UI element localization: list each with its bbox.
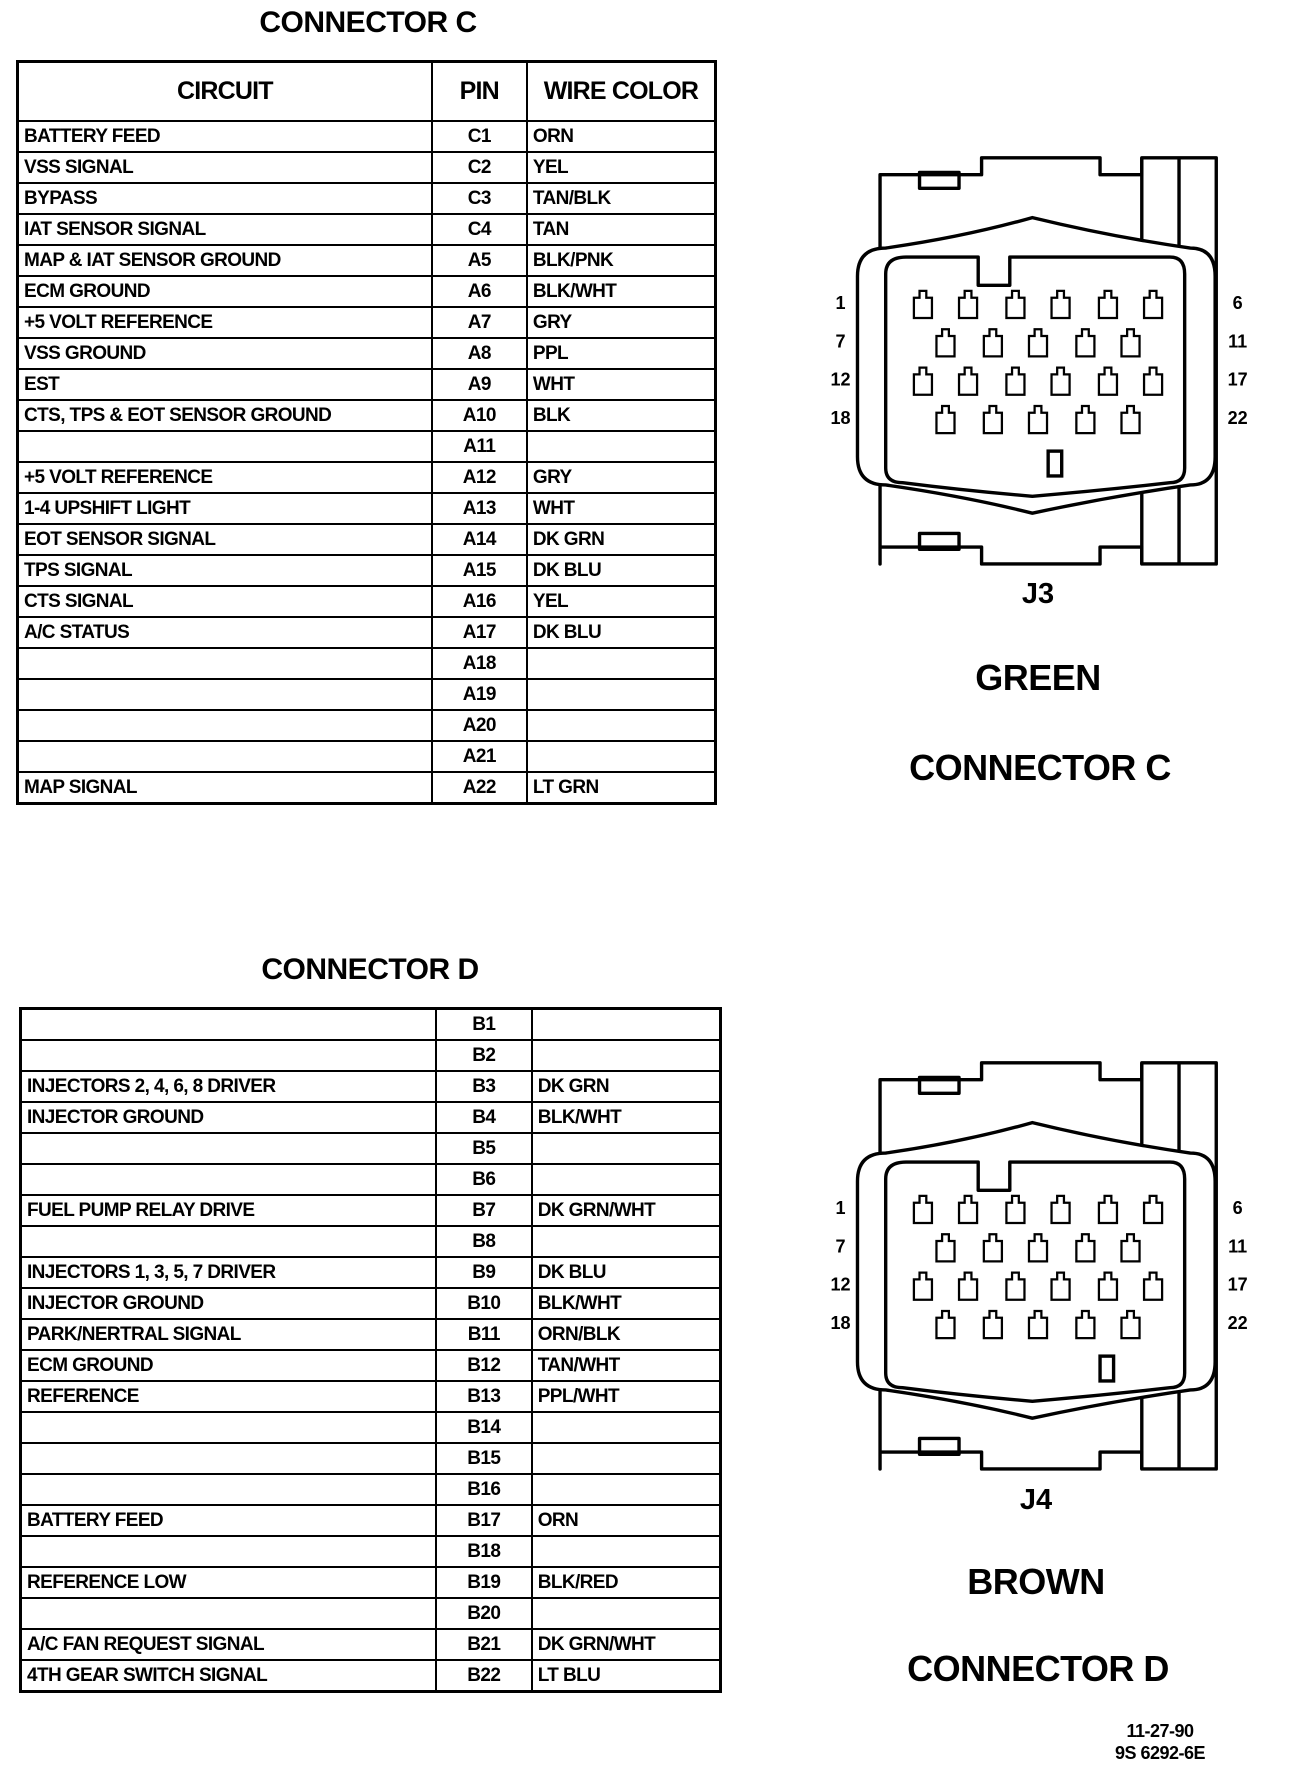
header-circuit: CIRCUIT (18, 62, 432, 122)
pin-number-label: 1 (835, 292, 846, 313)
pin-number-label: 18 (830, 408, 851, 429)
wire-color-cell: YEL (527, 152, 716, 183)
table-row (21, 1474, 721, 1505)
pin-cell: B20 (436, 1598, 532, 1629)
wire-color-cell (532, 1164, 721, 1195)
connector-d-name: CONNECTOR D (907, 1648, 1169, 1689)
table-row (18, 741, 716, 772)
connector-c-name: CONNECTOR C (909, 747, 1171, 788)
circuit-cell (21, 1536, 436, 1567)
table-row (21, 1009, 721, 1041)
connector-d-id: J4 (1019, 1484, 1053, 1516)
table-row (21, 1102, 721, 1133)
connector-shroud (857, 1123, 1215, 1419)
pin-cell: A7 (432, 307, 527, 338)
pin-cell: C1 (432, 121, 527, 152)
table-row (21, 1164, 721, 1195)
pin-cell: A16 (432, 586, 527, 617)
table-row (18, 338, 716, 369)
pin-number-label: 7 (835, 331, 846, 352)
circuit-cell: PARK/NERTRAL SIGNAL (21, 1319, 436, 1350)
circuit-cell: EOT SENSOR SIGNAL (18, 524, 432, 555)
header-pin: PIN (432, 62, 527, 122)
circuit-cell (21, 1133, 436, 1164)
circuit-cell: REFERENCE LOW (21, 1567, 436, 1598)
connector-c-table (16, 60, 717, 805)
circuit-cell: MAP & IAT SENSOR GROUND (18, 245, 432, 276)
wire-color-cell: GRY (527, 462, 716, 493)
wire-color-cell: WHT (527, 369, 716, 400)
table-row (18, 462, 716, 493)
table-row (18, 648, 716, 679)
circuit-cell: ECM GROUND (18, 276, 432, 307)
pin-cell: C4 (432, 214, 527, 245)
table-row (21, 1040, 721, 1071)
wire-color-cell: DK GRN (527, 524, 716, 555)
circuit-cell: EST (18, 369, 432, 400)
wire-color-cell: DK BLU (527, 555, 716, 586)
table-row (18, 710, 716, 741)
wire-color-cell: DK GRN (532, 1071, 721, 1102)
wire-color-cell: DK GRN/WHT (532, 1629, 721, 1660)
pin-cell: A10 (432, 400, 527, 431)
pin-cell: B14 (436, 1412, 532, 1443)
connector-c-diagram (818, 152, 1258, 572)
wire-color-cell: DK BLU (527, 617, 716, 648)
pin-cell: A13 (432, 493, 527, 524)
table-row (18, 152, 716, 183)
wire-color-cell: DK BLU (532, 1257, 721, 1288)
pin-cell: A20 (432, 710, 527, 741)
pin-cell: B21 (436, 1629, 532, 1660)
circuit-cell (21, 1412, 436, 1443)
circuit-cell: +5 VOLT REFERENCE (18, 307, 432, 338)
table-row (21, 1319, 721, 1350)
circuit-cell (21, 1164, 436, 1195)
table-row (18, 307, 716, 338)
wire-color-cell (532, 1443, 721, 1474)
wire-color-cell: TAN (527, 214, 716, 245)
table-row (18, 121, 716, 152)
bottom-key (1048, 451, 1062, 476)
circuit-cell: VSS SIGNAL (18, 152, 432, 183)
pin-number-label: 6 (1232, 292, 1243, 313)
table-row (18, 276, 716, 307)
circuit-cell: INJECTOR GROUND (21, 1288, 436, 1319)
bottom-key (1100, 1356, 1114, 1381)
table-row (21, 1443, 721, 1474)
wire-color-cell: WHT (527, 493, 716, 524)
circuit-cell: VSS GROUND (18, 338, 432, 369)
wire-color-cell: ORN (527, 121, 716, 152)
table-row (21, 1195, 721, 1226)
wire-color-cell: BLK/RED (532, 1567, 721, 1598)
table-row (18, 493, 716, 524)
wire-color-cell: BLK/PNK (527, 245, 716, 276)
circuit-cell (18, 710, 432, 741)
pin-cell: A21 (432, 741, 527, 772)
circuit-cell (18, 679, 432, 710)
table-row (21, 1660, 721, 1692)
wire-color-cell: ORN/BLK (532, 1319, 721, 1350)
pin-cell: A8 (432, 338, 527, 369)
table-row (18, 214, 716, 245)
wire-color-cell: BLK/WHT (532, 1288, 721, 1319)
table-row (21, 1598, 721, 1629)
circuit-cell (21, 1040, 436, 1071)
connector-c-title: CONNECTOR C (259, 6, 477, 39)
table-row (21, 1412, 721, 1443)
pin-cell: A19 (432, 679, 527, 710)
table-row (21, 1257, 721, 1288)
pin-number-label: 7 (835, 1236, 846, 1257)
pin-cell: B6 (436, 1164, 532, 1195)
pin-number-label: 18 (830, 1313, 851, 1334)
wire-color-cell (527, 679, 716, 710)
pin-cell: B17 (436, 1505, 532, 1536)
pin-cell: B10 (436, 1288, 532, 1319)
circuit-cell (18, 648, 432, 679)
circuit-cell (18, 741, 432, 772)
circuit-cell: BYPASS (18, 183, 432, 214)
circuit-cell (21, 1598, 436, 1629)
pin-cell: A9 (432, 369, 527, 400)
circuit-cell: TPS SIGNAL (18, 555, 432, 586)
pin-cell: B4 (436, 1102, 532, 1133)
pin-number-label: 12 (830, 1274, 851, 1295)
wire-color-cell: LT GRN (527, 772, 716, 804)
table-row (21, 1350, 721, 1381)
table-row (21, 1567, 721, 1598)
wire-color-cell (532, 1133, 721, 1164)
pin-number-label: 22 (1227, 408, 1248, 429)
connector-c-id: J3 (1021, 578, 1055, 610)
pin-number-label: 6 (1232, 1197, 1243, 1218)
table-row (18, 183, 716, 214)
connector-d-table (19, 1007, 722, 1693)
table-row (18, 400, 716, 431)
wire-color-cell (532, 1009, 721, 1041)
circuit-cell (21, 1226, 436, 1257)
circuit-cell: MAP SIGNAL (18, 772, 432, 804)
table-row (18, 679, 716, 710)
pin-number-label: 17 (1227, 1274, 1248, 1295)
table-row (18, 617, 716, 648)
pin-cell: B2 (436, 1040, 532, 1071)
table-row (21, 1071, 721, 1102)
table-row (21, 1505, 721, 1536)
circuit-cell: FUEL PUMP RELAY DRIVE (21, 1195, 436, 1226)
pin-cell: B18 (436, 1536, 532, 1567)
circuit-cell: ECM GROUND (21, 1350, 436, 1381)
connector-d-diagram (818, 1057, 1258, 1477)
wire-color-cell: PPL (527, 338, 716, 369)
wire-color-cell (532, 1226, 721, 1257)
connector-shroud (857, 218, 1215, 514)
circuit-cell: A/C STATUS (18, 617, 432, 648)
table-row (21, 1629, 721, 1660)
circuit-cell (21, 1009, 436, 1041)
table-row (21, 1226, 721, 1257)
wire-color-cell: TAN/BLK (527, 183, 716, 214)
header-wire-color: WIRE COLOR (527, 62, 716, 122)
pin-cell: B1 (436, 1009, 532, 1041)
table-row (18, 245, 716, 276)
pin-cell: A12 (432, 462, 527, 493)
pin-cell: A5 (432, 245, 527, 276)
pin-cell: B9 (436, 1257, 532, 1288)
circuit-cell: INJECTOR GROUND (21, 1102, 436, 1133)
pin-number-label: 1 (835, 1197, 846, 1218)
circuit-cell (21, 1474, 436, 1505)
pin-number-label: 12 (830, 369, 851, 390)
wire-color-cell: YEL (527, 586, 716, 617)
wire-color-cell (532, 1536, 721, 1567)
pin-cell: A15 (432, 555, 527, 586)
pin-cell: A17 (432, 617, 527, 648)
table-row (18, 369, 716, 400)
circuit-cell (18, 431, 432, 462)
circuit-cell: IAT SENSOR SIGNAL (18, 214, 432, 245)
wire-color-cell (527, 710, 716, 741)
pin-number-label: 22 (1227, 1313, 1248, 1334)
circuit-cell: 4TH GEAR SWITCH SIGNAL (21, 1660, 436, 1692)
pin-cell: C2 (432, 152, 527, 183)
circuit-cell: +5 VOLT REFERENCE (18, 462, 432, 493)
table-row (18, 586, 716, 617)
wire-color-cell: PPL/WHT (532, 1381, 721, 1412)
wire-color-cell (532, 1412, 721, 1443)
pin-cell: B15 (436, 1443, 532, 1474)
wire-color-cell: DK GRN/WHT (532, 1195, 721, 1226)
wire-color-cell: GRY (527, 307, 716, 338)
wire-color-cell (527, 431, 716, 462)
footer-date: 11-27-90 (1126, 1721, 1194, 1741)
pin-number-label: 17 (1227, 369, 1248, 390)
circuit-cell: BATTERY FEED (18, 121, 432, 152)
pin-cell: C3 (432, 183, 527, 214)
wire-color-cell: TAN/WHT (532, 1350, 721, 1381)
connector-d-color: BROWN (967, 1561, 1105, 1602)
table-row (18, 555, 716, 586)
footer (1095, 1720, 1225, 1764)
pin-cell: B7 (436, 1195, 532, 1226)
table-row (18, 431, 716, 462)
wire-color-cell: LT BLU (532, 1660, 721, 1692)
table-row (18, 524, 716, 555)
wire-color-cell (532, 1598, 721, 1629)
pin-cell: B16 (436, 1474, 532, 1505)
pin-cell: B12 (436, 1350, 532, 1381)
pin-number-label: 11 (1228, 1236, 1248, 1257)
pin-cell: A22 (432, 772, 527, 804)
circuit-cell: REFERENCE (21, 1381, 436, 1412)
circuit-cell: INJECTORS 1, 3, 5, 7 DRIVER (21, 1257, 436, 1288)
circuit-cell: CTS, TPS & EOT SENSOR GROUND (18, 400, 432, 431)
circuit-cell: A/C FAN REQUEST SIGNAL (21, 1629, 436, 1660)
pin-cell: B3 (436, 1071, 532, 1102)
table-row (18, 772, 716, 804)
pin-cell: B11 (436, 1319, 532, 1350)
circuit-cell (21, 1443, 436, 1474)
wire-color-cell: BLK/WHT (527, 276, 716, 307)
circuit-cell: BATTERY FEED (21, 1505, 436, 1536)
pin-number-label: 11 (1228, 331, 1248, 352)
pin-cell: B19 (436, 1567, 532, 1598)
pin-cell: B8 (436, 1226, 532, 1257)
wire-color-cell (532, 1040, 721, 1071)
table-row (21, 1536, 721, 1567)
pin-cell: B22 (436, 1660, 532, 1692)
pin-cell: A6 (432, 276, 527, 307)
pin-cell: A11 (432, 431, 527, 462)
table-row (21, 1381, 721, 1412)
wire-color-cell (532, 1474, 721, 1505)
circuit-cell: 1-4 UPSHIFT LIGHT (18, 493, 432, 524)
circuit-cell: CTS SIGNAL (18, 586, 432, 617)
connector-d-title: CONNECTOR D (261, 953, 479, 986)
table-row (21, 1288, 721, 1319)
wire-color-cell: BLK/WHT (532, 1102, 721, 1133)
wire-color-cell: BLK (527, 400, 716, 431)
circuit-cell: INJECTORS 2, 4, 6, 8 DRIVER (21, 1071, 436, 1102)
wire-color-cell: ORN (532, 1505, 721, 1536)
pin-cell: B13 (436, 1381, 532, 1412)
connector-c-color: GREEN (975, 657, 1101, 698)
footer-code: 9S 6292-6E (1114, 1743, 1206, 1763)
table-row (21, 1133, 721, 1164)
pin-cell: A18 (432, 648, 527, 679)
wire-color-cell (527, 648, 716, 679)
wire-color-cell (527, 741, 716, 772)
pin-cell: B5 (436, 1133, 532, 1164)
pin-cell: A14 (432, 524, 527, 555)
